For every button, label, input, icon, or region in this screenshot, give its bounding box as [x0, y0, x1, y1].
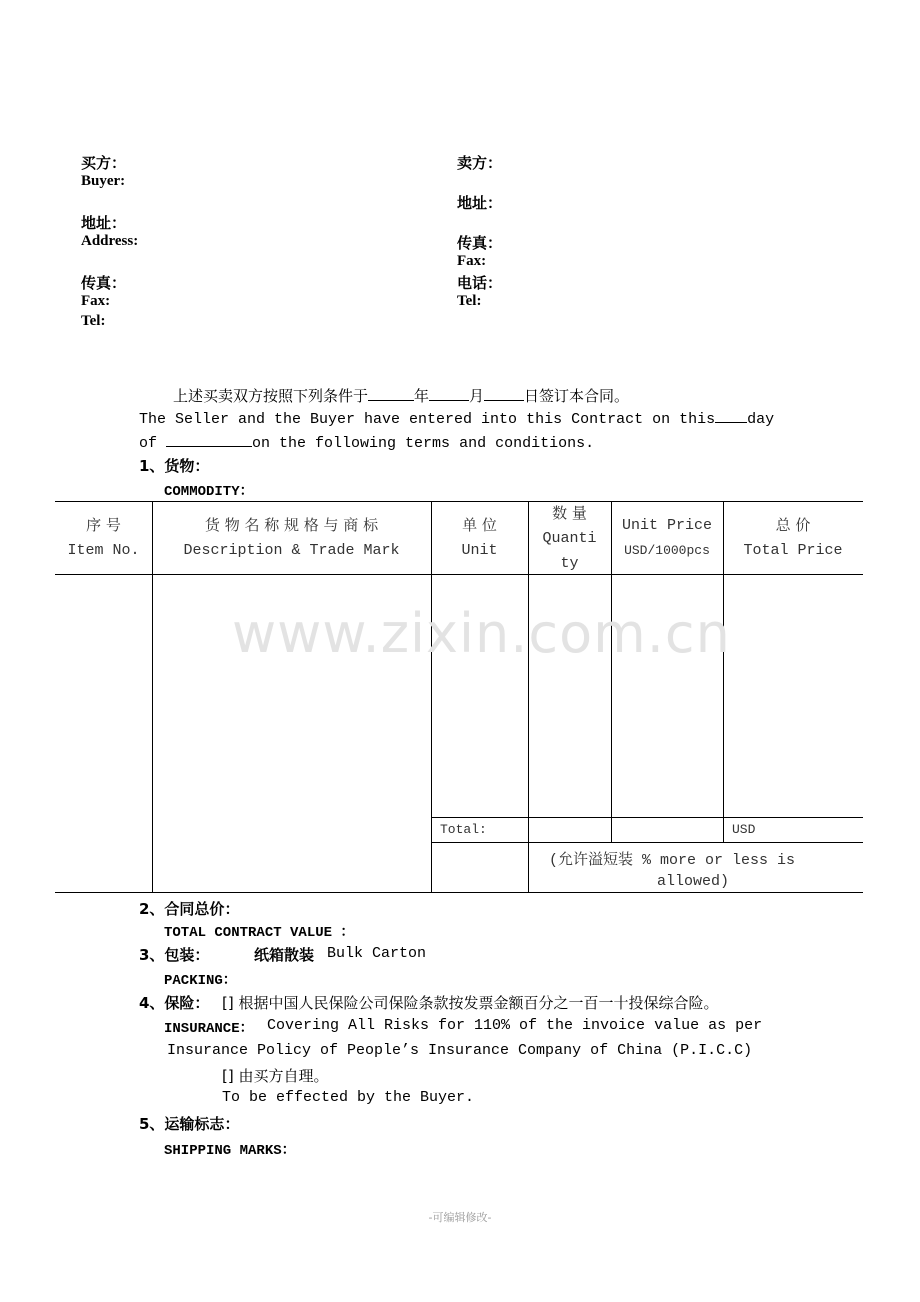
section2-title-cn: 2、合同总价： [139, 900, 240, 918]
total-currency: USD [732, 822, 756, 837]
header-unit [431, 513, 528, 563]
header-unit-cn: 单 位 [462, 516, 497, 534]
header-description-cn: 货 物 名 称 规 格 与 商 标 [204, 516, 379, 534]
buyer-fax-label-en: Fax: [81, 293, 111, 309]
header-unit-price-en: Unit Price [621, 517, 712, 534]
seller-fax-label-cn: 传真： [457, 234, 503, 252]
section1-title-cn: 1、货物： [139, 457, 210, 475]
packing-value-en: Bulk Carton [327, 945, 427, 962]
intro-cn-suffix: 日签订本合同。 [524, 387, 630, 405]
insurance-option1-cn[interactable]: [] 根据中国人民保险公司保险条款按发票金额百分之一百一十投保综合险。 [222, 994, 719, 1012]
buyer-label-en: Buyer: [81, 173, 126, 189]
buyer-fax-label-cn: 传真： [81, 274, 127, 292]
watermark: www.zixin.com.cn [232, 602, 731, 665]
buyer-tel-label-en: Tel: [81, 313, 106, 329]
header-total-price [723, 513, 863, 563]
section1-title-en: COMMODITY： [164, 484, 254, 500]
section3-title-en: PACKING： [164, 973, 237, 989]
header-description-en: Description & Trade Mark [183, 542, 400, 559]
intro-cn-prefix: 上述买卖双方按照下列条件于 [173, 387, 369, 405]
intro-en-line2-suffix: on the following terms and conditions. [252, 435, 595, 452]
tolerance-note-line1: (允许溢短装 % more or less is [549, 852, 796, 869]
intro-en-line1 [139, 408, 774, 428]
header-description [152, 513, 431, 563]
contract-month-blank[interactable] [166, 432, 252, 447]
section2-title-en: TOTAL CONTRACT VALUE ： [164, 925, 355, 941]
seller-phone-label-cn: 电话： [457, 274, 503, 292]
day-blank[interactable] [484, 386, 524, 401]
intro-cn-month: 月 [469, 387, 485, 405]
buyer-address-label-cn: 地址： [81, 214, 127, 232]
section5-title-cn: 5、运输标志： [139, 1115, 240, 1133]
buyer-label-cn: 买方： [81, 154, 127, 172]
total-label: Total: [440, 822, 487, 837]
insurance-option2-en: To be effected by the Buyer. [222, 1089, 475, 1106]
insurance-option1-en-line1: Covering All Risks for 110% of the invoice value as per [267, 1017, 763, 1034]
header-quantity-cn: 数 量 [552, 504, 587, 522]
header-item-no-en: Item No. [67, 542, 140, 559]
contract-day-blank[interactable] [715, 408, 747, 423]
table-bottom-border [55, 892, 863, 893]
month-blank[interactable] [429, 386, 469, 401]
header-total-price-en: Total Price [743, 542, 843, 559]
seller-address-label-cn: 地址： [457, 194, 503, 212]
section4-title-cn: 4、保险： [139, 994, 210, 1012]
year-blank[interactable] [368, 386, 414, 401]
header-quantity-en2: ty [560, 555, 579, 572]
header-quantity-en1: Quanti [542, 530, 597, 547]
section5-title-en: SHIPPING MARKS： [164, 1143, 296, 1159]
intro-cn [173, 385, 629, 406]
seller-label-cn: 卖方： [457, 154, 503, 172]
tolerance-note-line2: allowed) [657, 873, 730, 890]
header-unit-price [611, 513, 723, 563]
intro-en-line2-prefix: of [139, 435, 158, 452]
insurance-option2-cn[interactable]: [] 由买方自理。 [222, 1067, 329, 1085]
header-item-no-cn: 序 号 [86, 516, 121, 534]
buyer-address-label-en: Address: [81, 233, 139, 249]
intro-en-line1-suffix: day [747, 411, 775, 428]
header-item-no [55, 513, 152, 563]
seller-fax-label-en: Fax: [457, 253, 487, 269]
header-unit-en: Unit [461, 542, 498, 559]
seller-tel-label-en: Tel: [457, 293, 482, 309]
section4-title-en: INSURANCE： [164, 1021, 254, 1037]
table-total-top-border [431, 817, 863, 818]
table-top-border [55, 501, 863, 502]
insurance-option1-en-line2: Insurance Policy of People’s Insurance Company of China (P.I.C.C) [167, 1042, 753, 1059]
header-total-price-cn: 总 价 [775, 516, 811, 534]
packing-value-cn: 纸箱散装 [254, 946, 315, 964]
intro-en-line1-prefix: The Seller and the Buyer have entered into this Contract on this [139, 411, 716, 428]
header-quantity [528, 501, 611, 576]
page-footer: -可编辑修改- [428, 1211, 492, 1224]
intro-en-line2 [139, 432, 594, 452]
section3-title-cn: 3、包装： [139, 946, 210, 964]
table-total-bottom-border [431, 842, 863, 843]
intro-cn-year: 年 [414, 387, 430, 405]
table-header-border [55, 574, 863, 575]
header-unit-price-currency: USD/1000pcs [624, 543, 710, 558]
